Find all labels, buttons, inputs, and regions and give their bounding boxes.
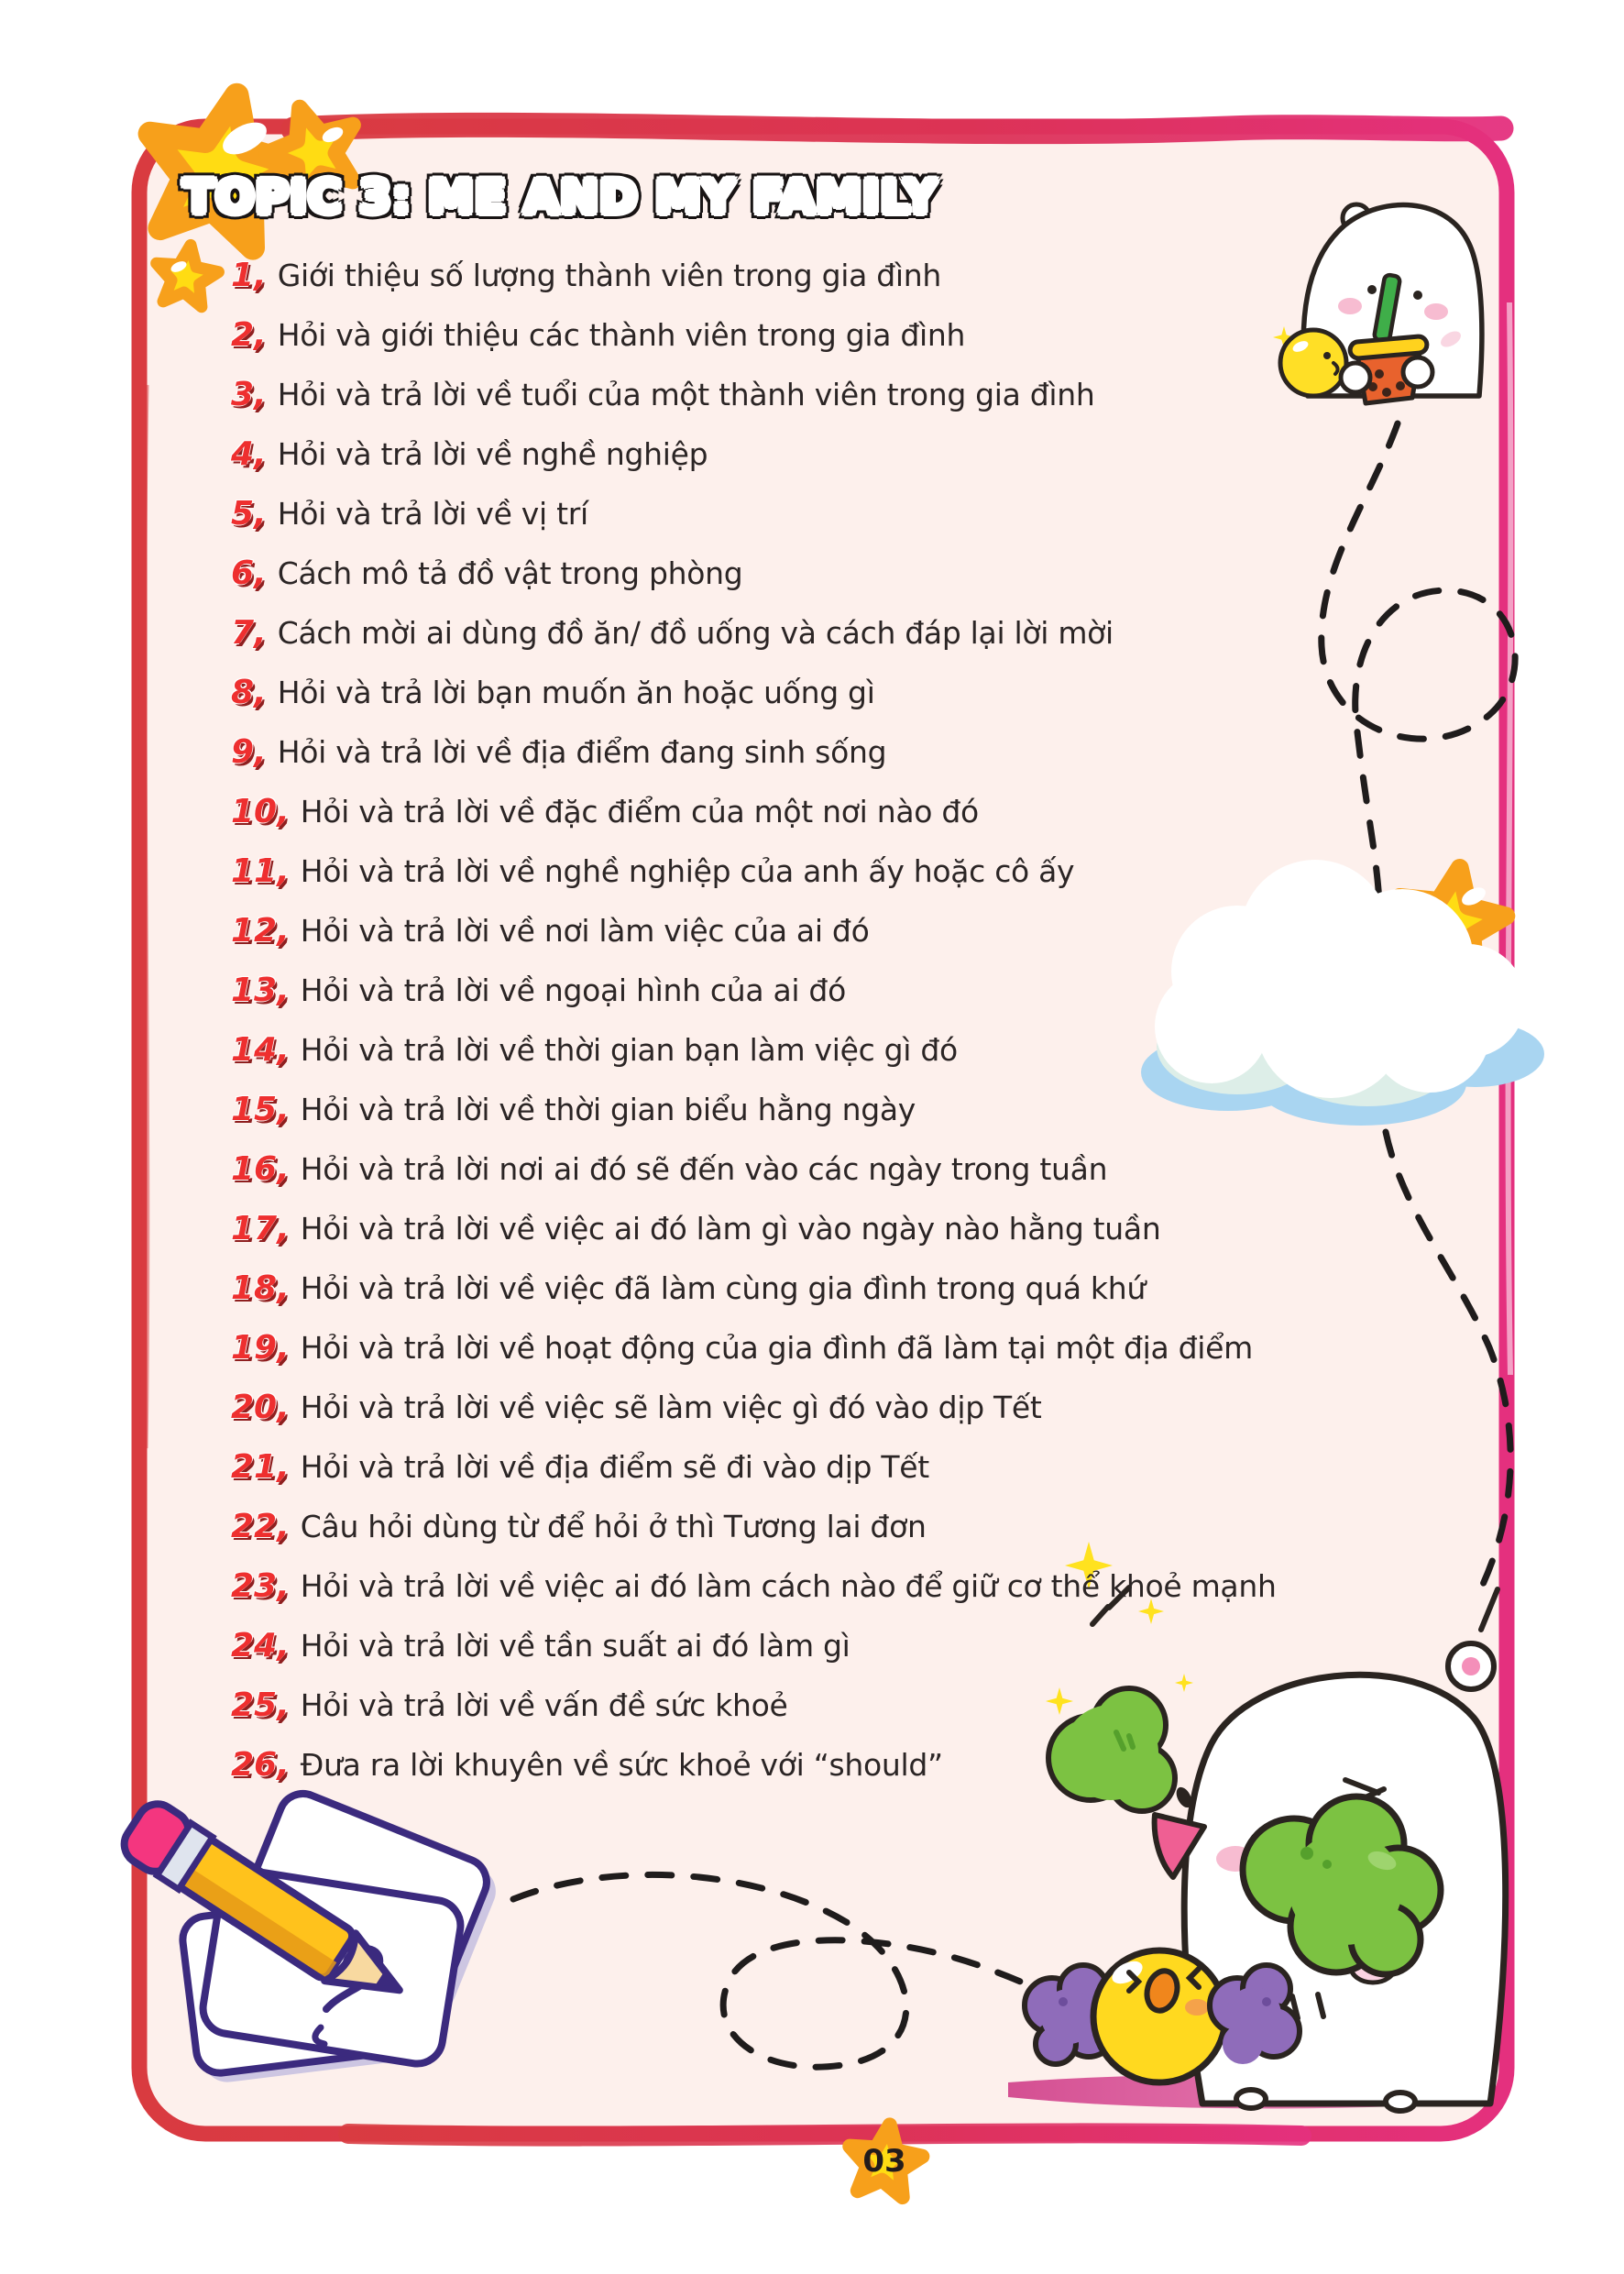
list-item (231, 316, 1277, 376)
list-item (231, 1210, 1277, 1269)
list-item (231, 972, 1277, 1031)
item-text: Hỏi và giới thiệu các thành viên trong gia đình (277, 317, 966, 353)
item-text: Hỏi và trả lời về vấn đề sức khoẻ (300, 1687, 788, 1723)
item-text: Hỏi và trả lời về thời gian bạn làm việc gì đó (300, 1032, 958, 1068)
item-number: 3, (231, 376, 267, 413)
item-number: 8, (231, 674, 267, 711)
item-number: 24, (231, 1627, 290, 1664)
list-item (231, 912, 1277, 972)
list-item (231, 555, 1277, 614)
page-number-badge (839, 2125, 930, 2207)
item-text: Hỏi và trả lời về việc ai đó làm gì vào ngày nào hằng tuần (300, 1211, 1161, 1247)
list-item (231, 852, 1277, 912)
item-number: 21, (231, 1448, 290, 1486)
item-number: 4, (231, 435, 267, 473)
list-item (231, 495, 1277, 555)
list-item (231, 1448, 1277, 1508)
item-text: Hỏi và trả lời về vị trí (277, 496, 588, 532)
item-number: 25, (231, 1686, 290, 1724)
item-number: 22, (231, 1508, 290, 1545)
item-number: 11, (231, 852, 290, 890)
item-text: Hỏi và trả lời về việc sẽ làm việc gì đó vào dịp Tết (300, 1390, 1042, 1425)
item-number: 13, (231, 972, 290, 1009)
item-text: Hỏi và trả lời về đặc điểm của một nơi nào đó (300, 794, 979, 829)
item-number: 9, (231, 733, 267, 771)
list-item (231, 1031, 1277, 1091)
item-text: Câu hỏi dùng từ để hỏi ở thì Tương lai đơn (300, 1509, 927, 1544)
item-text: Hỏi và trả lời về tuổi của một thành viên trong gia đình (277, 377, 1095, 412)
item-text: Hỏi và trả lời về địa điểm sẽ đi vào dịp Tết (300, 1449, 929, 1485)
item-text: Hỏi và trả lời về thời gian biểu hằng ngày (300, 1092, 916, 1127)
list-item (231, 674, 1277, 733)
item-number: 20, (231, 1389, 290, 1426)
item-text: Hỏi và trả lời về nghề nghiệp (277, 436, 708, 472)
item-number: 6, (231, 555, 267, 592)
item-number: 14, (231, 1031, 290, 1069)
item-text: Hỏi và trả lời về việc đã làm cùng gia đình trong quá khứ (300, 1270, 1146, 1306)
list-item (231, 1508, 1277, 1567)
item-text: Cách mô tả đồ vật trong phòng (277, 555, 743, 591)
item-number: 5, (231, 495, 267, 533)
item-text: Hỏi và trả lời về ngoại hình của ai đó (300, 972, 846, 1008)
item-number: 12, (231, 912, 290, 950)
item-number: 17, (231, 1210, 290, 1247)
item-text: Cách mời ai dùng đồ ăn/ đồ uống và cách đáp lại lời mời (277, 615, 1114, 651)
list-item (231, 1627, 1277, 1686)
list-item (231, 376, 1277, 435)
list-item (231, 435, 1277, 495)
chick-icon (1093, 1950, 1225, 2082)
item-text: Hỏi và trả lời về nghề nghiệp của anh ấy hoặc cô ấy (300, 853, 1075, 889)
list-item (231, 1686, 1277, 1746)
item-text: Hỏi và trả lời về tần suất ai đó làm gì (300, 1628, 850, 1664)
list-item (231, 1389, 1277, 1448)
item-number: 2, (231, 316, 267, 354)
item-text: Hỏi và trả lời bạn muốn ăn hoặc uống gì (277, 675, 875, 710)
list-item (231, 1746, 1277, 1806)
item-number: 1, (231, 257, 267, 294)
duck-icon (1280, 330, 1346, 396)
item-text: Hỏi và trả lời về hoạt động của gia đình đã làm tại một địa điểm (300, 1330, 1253, 1366)
list-item (231, 614, 1277, 674)
list-item (231, 1150, 1277, 1210)
list-item (231, 733, 1277, 793)
list-item (231, 1329, 1277, 1389)
item-number: 16, (231, 1150, 290, 1188)
bear-boba-icon (1269, 183, 1517, 412)
item-number: 18, (231, 1269, 290, 1307)
item-number: 10, (231, 793, 290, 830)
item-text: Hỏi và trả lời về địa điểm đang sinh sống (277, 734, 887, 770)
list-item (231, 257, 1277, 316)
list-item (231, 1567, 1277, 1627)
item-number: 15, (231, 1091, 290, 1128)
list-item (231, 1091, 1277, 1150)
page-number: 03 (862, 2143, 906, 2180)
list-item (231, 1269, 1277, 1329)
page-title: TOPIC 3: ME AND MY FAMILY (183, 170, 938, 224)
item-number: 7, (231, 614, 267, 652)
item-text: Đưa ra lời khuyên về sức khoẻ với “should” (300, 1747, 943, 1783)
item-text: Giới thiệu số lượng thành viên trong gia đình (277, 258, 941, 293)
item-number: 26, (231, 1746, 290, 1784)
item-text: Hỏi và trả lời về việc ai đó làm cách nào để giữ cơ thể khoẻ mạnh (300, 1568, 1277, 1604)
topic-list (231, 257, 1277, 1806)
pencil-paper-icon (108, 1796, 566, 2163)
list-item (231, 793, 1277, 852)
item-text: Hỏi và trả lời về nơi làm việc của ai đó (300, 913, 870, 949)
item-text: Hỏi và trả lời nơi ai đó sẽ đến vào các ngày trong tuần (300, 1151, 1108, 1187)
item-number: 23, (231, 1567, 290, 1605)
item-number: 19, (231, 1329, 290, 1367)
